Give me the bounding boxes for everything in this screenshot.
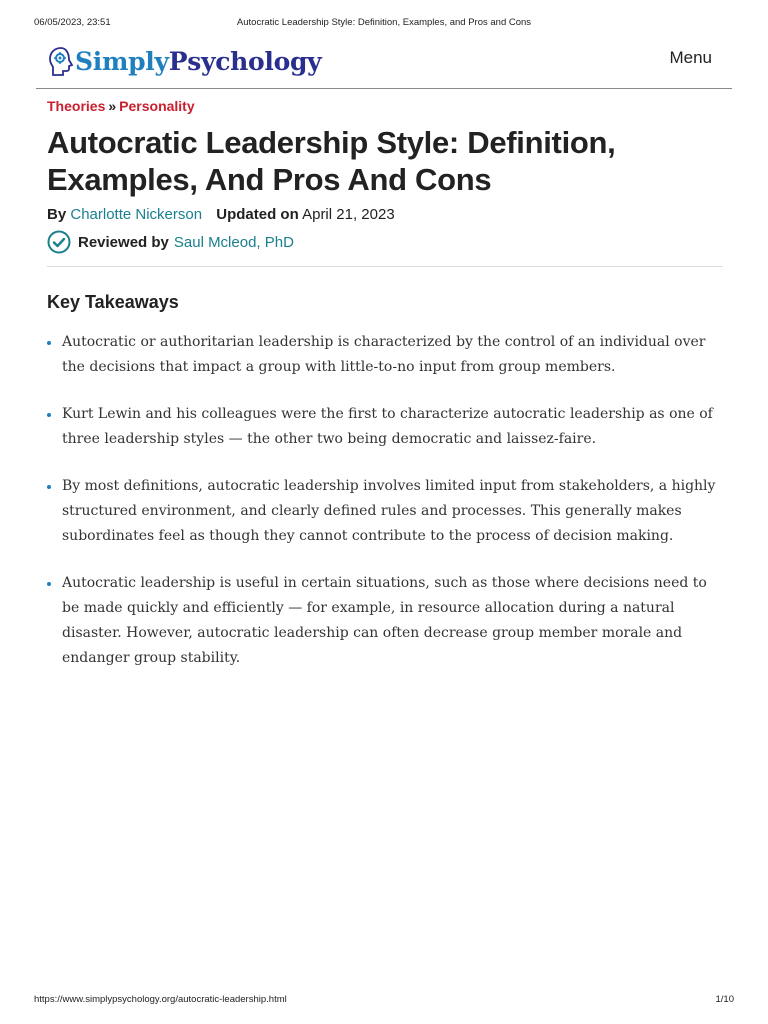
breadcrumb bbox=[47, 98, 195, 114]
site-logo[interactable] bbox=[48, 44, 321, 80]
list-item bbox=[47, 330, 727, 380]
check-circle-icon bbox=[47, 230, 71, 254]
breadcrumb-theories[interactable]: Theories bbox=[47, 98, 106, 114]
page-title: Autocratic Leadership Style: Definition, Examples, And Pros And Cons bbox=[47, 125, 616, 197]
bullet-dot bbox=[47, 341, 51, 345]
logo-text-simply: Simply bbox=[75, 47, 169, 76]
by-label: By bbox=[47, 206, 67, 223]
divider bbox=[47, 266, 723, 267]
site-header bbox=[36, 44, 732, 89]
takeaway-text: Autocratic or authoritarian leadership is characterized by the control of an individual over the decisions that impact a group with little-to-no input from group members. bbox=[62, 334, 706, 375]
head-gear-icon bbox=[48, 46, 74, 78]
print-document-title: Autocratic Leadership Style: Definition, Examples, and Pros and Cons bbox=[236, 17, 532, 28]
menu-button[interactable]: Menu bbox=[669, 48, 712, 67]
list-item bbox=[47, 474, 727, 549]
print-datetime: 06/05/2023, 23:51 bbox=[34, 17, 111, 28]
byline bbox=[47, 206, 395, 223]
breadcrumb-separator: » bbox=[108, 98, 117, 114]
logo-text-psychology: Psychology bbox=[168, 47, 322, 76]
bullet-dot bbox=[47, 413, 51, 417]
takeaway-text: By most definitions, autocratic leadership involves limited input from stakeholders, a highly structured environment, and clearly defined rules and processes. This generally makes subordinates feel as though they cannot contribute to the process of decision making. bbox=[62, 478, 716, 544]
bullet-dot bbox=[47, 582, 51, 586]
reviewed-label: Reviewed by bbox=[78, 233, 169, 251]
print-header bbox=[34, 17, 734, 31]
page-number: 1/10 bbox=[715, 994, 734, 1005]
breadcrumb-personality[interactable]: Personality bbox=[119, 98, 195, 114]
print-url: https://www.simplypsychology.org/autocratic-leadership.html bbox=[34, 994, 287, 1005]
reviewed-by bbox=[47, 230, 294, 254]
author-link[interactable]: Charlotte Nickerson bbox=[70, 206, 203, 223]
takeaway-text: Kurt Lewin and his colleagues were the first to characterize autocratic leadership as one of three leadership styles — the other two being democratic and laissez-faire. bbox=[62, 406, 713, 447]
print-footer bbox=[34, 994, 734, 1008]
reviewer-link[interactable]: Saul Mcleod, PhD bbox=[173, 233, 294, 251]
key-takeaways-list bbox=[47, 330, 727, 693]
key-takeaways-heading: Key Takeaways bbox=[47, 292, 179, 312]
list-item bbox=[47, 402, 727, 452]
takeaway-text: Autocratic leadership is useful in certain situations, such as those where decisions need to be made quickly and efficiently — for example, in resource allocation during a natural disaster. However, autocratic leadership can often decrease group member morale and endanger group stability. bbox=[62, 575, 707, 666]
bullet-dot bbox=[47, 485, 51, 489]
updated-label: Updated on bbox=[216, 206, 299, 223]
list-item bbox=[47, 571, 727, 671]
logo-text bbox=[75, 44, 321, 80]
updated-date: April 21, 2023 bbox=[302, 206, 395, 223]
